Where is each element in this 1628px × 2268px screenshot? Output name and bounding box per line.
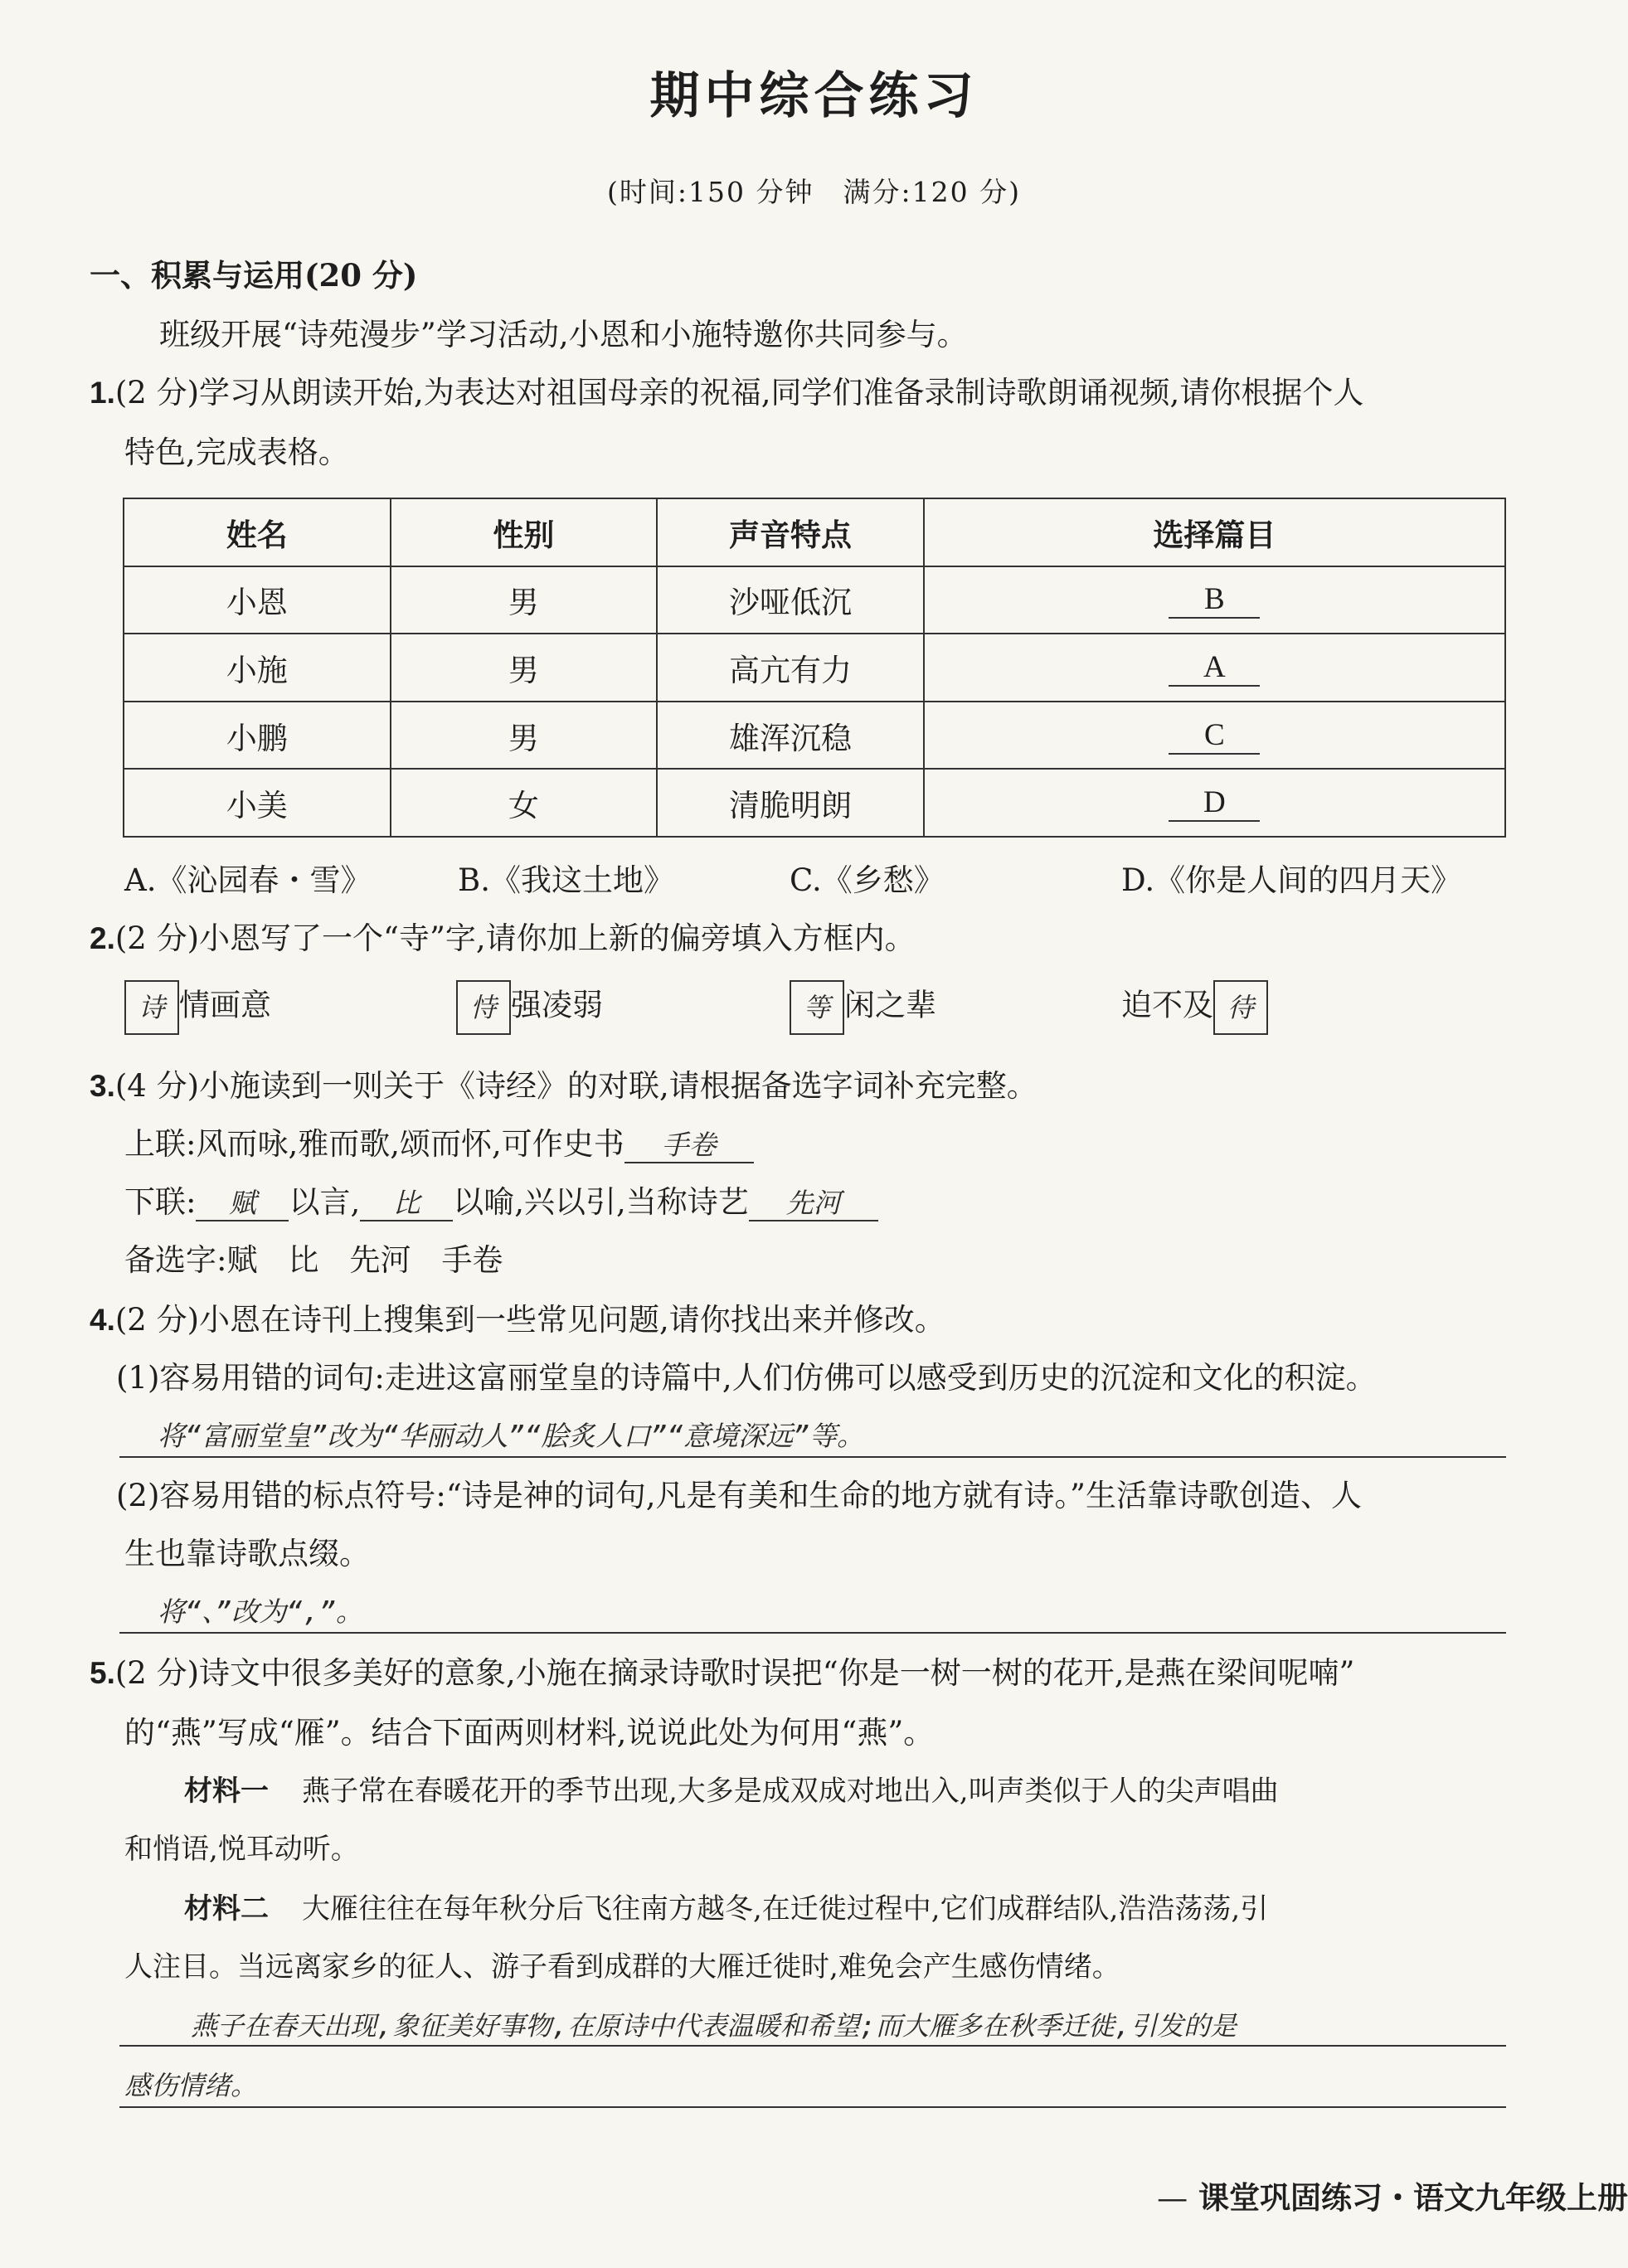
cell-name: 小恩 xyxy=(124,566,391,634)
question-number: 4. xyxy=(90,1303,115,1337)
cell-name: 小美 xyxy=(124,769,391,837)
material-2-line1 xyxy=(184,1892,1268,1926)
handwritten-answer: 将“富丽堂皇”改为“华丽动人”“脍炙人口”“意境深远”等。 xyxy=(158,1420,864,1452)
cell-gender: 男 xyxy=(391,566,658,634)
material-2-line2: 人注目。当远离家乡的征人、游子看到成群的大雁迁徙时,难免会产生感伤情绪。 xyxy=(124,1950,1120,1984)
cell-voice: 雄浑沉稳 xyxy=(657,702,924,770)
footer-text: 课堂巩固练习・语文九年级上册 xyxy=(1198,2179,1628,2216)
question-5-line1 xyxy=(90,1655,1354,1692)
answer-underline xyxy=(119,2045,1506,2047)
couplet-text: 以言, xyxy=(289,1184,361,1220)
question-1-line1 xyxy=(90,375,1363,411)
question-3 xyxy=(90,1068,1038,1105)
question-5-line2: 的“燕”写成“雁”。结合下面两则材料,说说此处为何用“燕”。 xyxy=(124,1715,935,1751)
material-text: 大雁往往在每年秋分后飞往南方越冬,在迁徙过程中,它们成群结队,浩浩荡荡,引 xyxy=(302,1892,1269,1926)
option-d: D.《你是人间的四月天》 xyxy=(1121,862,1462,898)
question-number: 3. xyxy=(90,1069,115,1103)
table-row xyxy=(124,769,1505,837)
answer-underline xyxy=(119,1456,1506,1458)
cell-voice: 沙哑低沉 xyxy=(657,566,924,634)
couplet-text: 以喻,兴以引,当称诗艺 xyxy=(453,1184,749,1220)
footer-dash: — xyxy=(1157,2180,1188,2216)
answer-underline xyxy=(119,2106,1506,2108)
cell-voice: 清脆明朗 xyxy=(657,769,924,837)
couplet-text: 下联: xyxy=(124,1184,197,1220)
material-1-line2: 和悄语,悦耳动听。 xyxy=(124,1833,359,1866)
couplet-upper xyxy=(124,1126,754,1163)
page-footer xyxy=(1157,2173,1628,2217)
cell-choice xyxy=(924,702,1505,770)
question-text: (4 分)小施读到一则关于《诗经》的对联,请根据备选字词补充完整。 xyxy=(114,1068,1038,1104)
question-text: (2 分)小恩在诗刊上搜集到一些常见问题,请你找出来并修改。 xyxy=(114,1302,945,1338)
question-text: (2 分)诗文中很多美好的意象,小施在摘录诗歌时误把“你是一树一树的花开,是燕在梁间呢喃” xyxy=(114,1655,1355,1691)
recitation-table xyxy=(123,498,1506,838)
answer-box: 诗 xyxy=(124,980,179,1035)
column-header: 姓名 xyxy=(124,498,391,566)
table-row xyxy=(124,634,1505,702)
answer-blank: 赋 xyxy=(196,1187,289,1221)
question-2 xyxy=(90,920,916,957)
table-header-row xyxy=(124,498,1505,566)
question-text: (2 分)学习从朗读开始,为表达对祖国母亲的祝福,同学们准备录制诗歌朗诵视频,请你根据个人 xyxy=(114,375,1364,410)
answer-box: 等 xyxy=(790,980,844,1035)
handwritten-answer: 感伤情绪。 xyxy=(124,2070,258,2101)
answer-blank: 手卷 xyxy=(624,1129,754,1163)
idiom-item xyxy=(124,980,271,1035)
answer-box: 恃 xyxy=(456,980,511,1035)
question-4-part1: (1)容易用错的词句:走进这富丽堂皇的诗篇中,人们仿佛可以感受到历史的沉淀和文化的积淀。 xyxy=(116,1360,1377,1396)
cell-voice: 高亢有力 xyxy=(657,634,924,702)
couplet-lower xyxy=(124,1184,878,1221)
cell-choice xyxy=(924,634,1505,702)
page-title: 期中综合练习 xyxy=(649,67,979,125)
idiom-item xyxy=(1121,980,1268,1035)
material-text: 燕子常在春暖花开的季节出现,大多是成双成对地出入,叫声类似于人的尖声唱曲 xyxy=(302,1775,1279,1808)
idiom-item xyxy=(456,980,603,1035)
idiom-text: 迫不及 xyxy=(1121,987,1213,1023)
answer-blank: 比 xyxy=(360,1187,453,1221)
question-4-part2-line2: 生也靠诗歌点缀。 xyxy=(124,1536,370,1571)
option-a: A.《沁园春・雪》 xyxy=(124,862,372,898)
column-header: 性别 xyxy=(391,498,658,566)
material-label: 材料二 xyxy=(184,1892,269,1926)
answer-blank: D xyxy=(1169,784,1260,822)
answer-blank: B xyxy=(1169,581,1260,619)
cell-name: 小施 xyxy=(124,634,391,702)
idiom-text: 情画意 xyxy=(179,987,271,1023)
question-text: (2 分)小恩写了一个“寺”字,请你加上新的偏旁填入方框内。 xyxy=(114,920,916,956)
handwritten-answer: 将“、”改为“,”。 xyxy=(158,1595,363,1628)
option-c: C.《乡愁》 xyxy=(790,862,945,898)
table-row xyxy=(124,702,1505,770)
question-number: 5. xyxy=(90,1656,115,1690)
section-heading: 一、积累与运用(20 分) xyxy=(90,257,418,294)
idiom-item xyxy=(790,980,936,1035)
couplet-text: 上联:风而咏,雅而歌,颂而怀,可作史书 xyxy=(124,1126,624,1162)
handwritten-answer: 燕子在春天出现,象征美好事物,在原诗中代表温暖和希望;而大雁多在秋季迁徙,引发的是 xyxy=(191,2010,1237,2042)
material-1-line1 xyxy=(184,1775,1279,1809)
column-header: 声音特点 xyxy=(657,498,924,566)
idiom-text: 闲之辈 xyxy=(844,987,936,1023)
answer-box: 待 xyxy=(1213,980,1268,1035)
table-row xyxy=(124,566,1505,634)
cell-choice xyxy=(924,769,1505,837)
answer-blank: 先河 xyxy=(749,1187,878,1221)
question-number: 2. xyxy=(90,921,115,955)
column-header: 选择篇目 xyxy=(924,498,1505,566)
cell-gender: 男 xyxy=(391,634,658,702)
option-b: B.《我这土地》 xyxy=(458,862,674,898)
question-1-line2: 特色,完成表格。 xyxy=(124,435,349,470)
answer-blank: A xyxy=(1169,649,1260,687)
cell-name: 小鹏 xyxy=(124,702,391,770)
question-4 xyxy=(90,1302,945,1338)
cell-gender: 男 xyxy=(391,702,658,770)
section-intro: 班级开展“诗苑漫步”学习活动,小恩和小施特邀你共同参与。 xyxy=(159,317,968,352)
idiom-text: 强凌弱 xyxy=(511,987,603,1023)
cell-choice xyxy=(924,566,1505,634)
material-label: 材料一 xyxy=(184,1775,269,1808)
question-4-part2-line1: (2)容易用错的标点符号:“诗是神的词句,凡是有美和生命的地方就有诗。”生活靠诗歌创造、人 xyxy=(116,1478,1362,1513)
answer-blank: C xyxy=(1169,717,1260,755)
answer-underline xyxy=(119,1632,1506,1634)
question-number: 1. xyxy=(90,376,115,410)
exam-info: (时间:150 分钟 满分:120 分) xyxy=(607,176,1021,208)
word-options: 备选字:赋 比 先河 手卷 xyxy=(124,1242,503,1278)
cell-gender: 女 xyxy=(391,769,658,837)
